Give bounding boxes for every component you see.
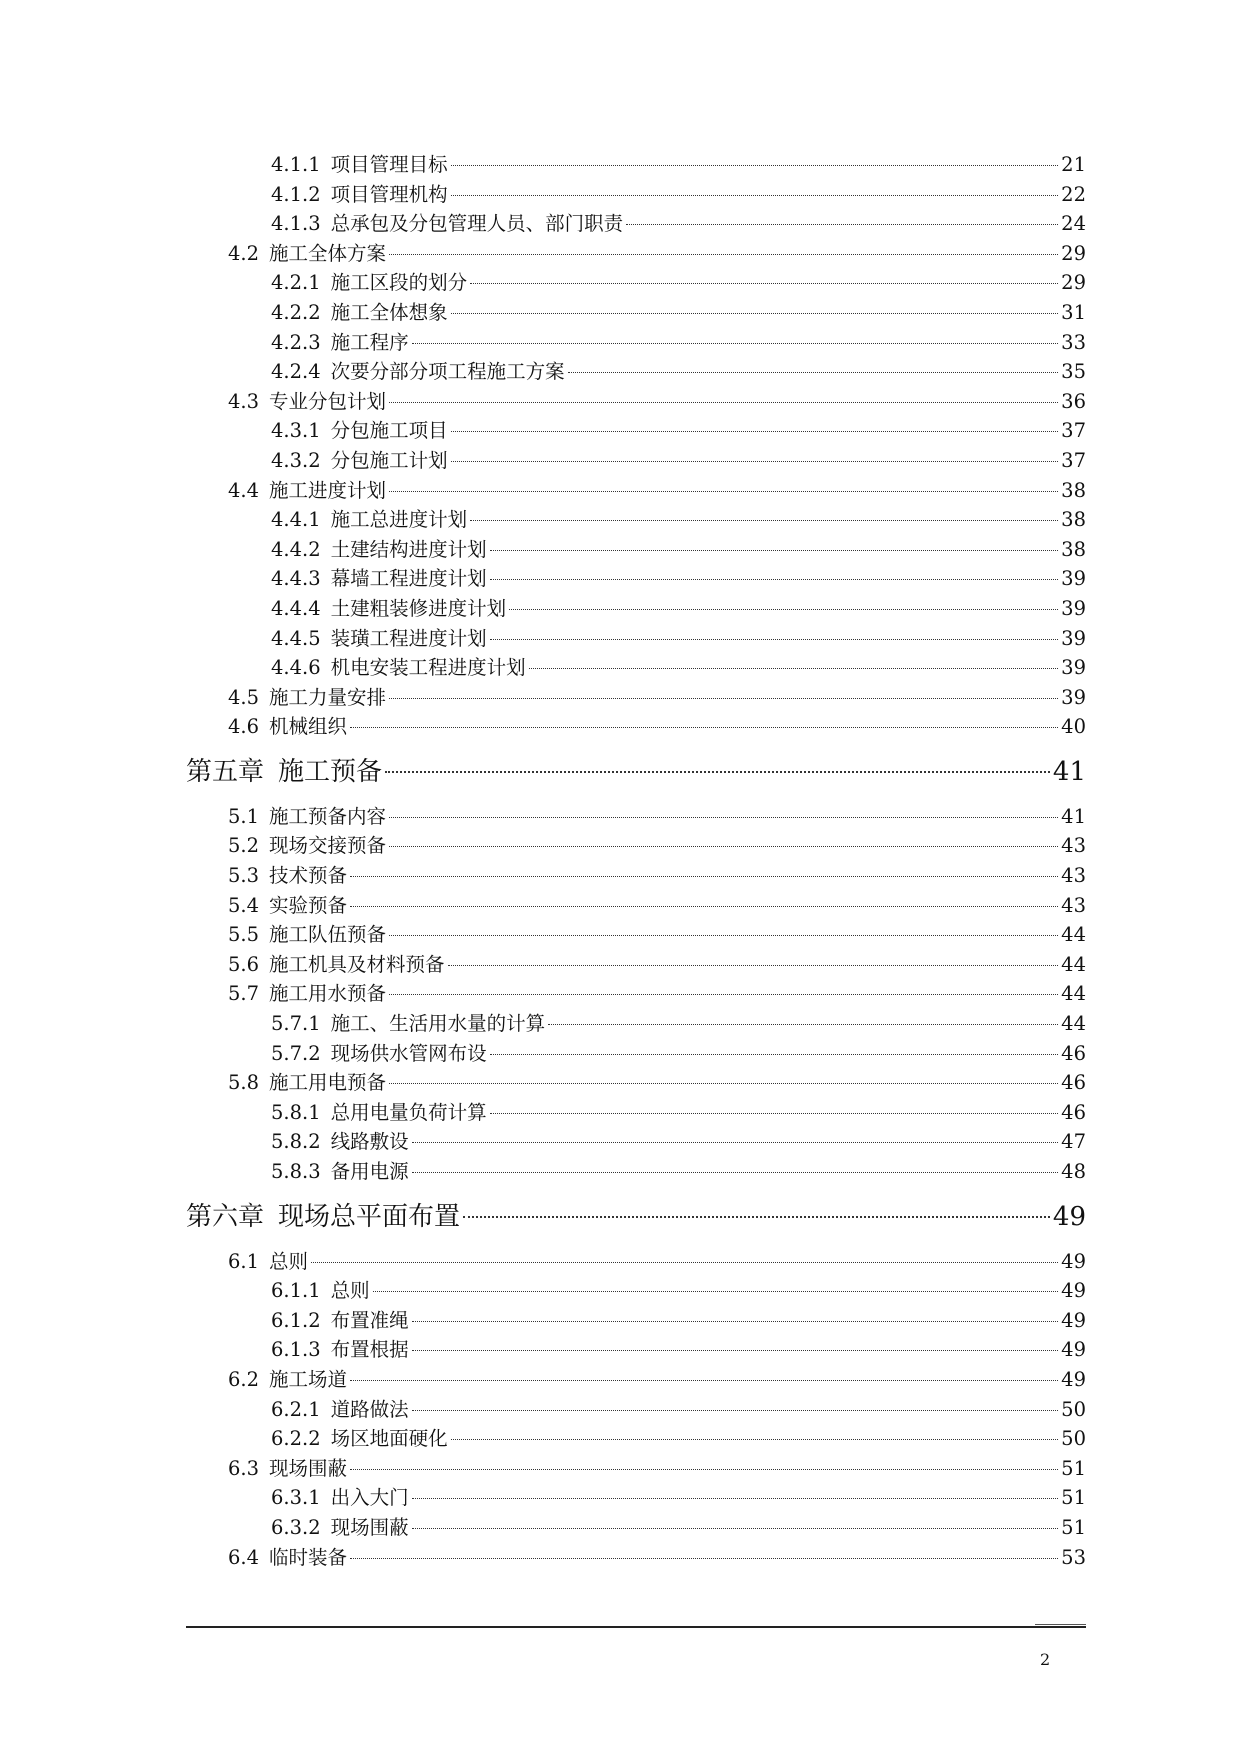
toc-entry-page: 48 (1061, 1160, 1086, 1183)
toc-dot-leader (389, 402, 1058, 403)
toc-entry-number: 6.3 (228, 1456, 260, 1480)
toc-entry-page: 49 (1061, 1279, 1086, 1303)
toc-entry-page: 50 (1061, 1397, 1086, 1421)
toc-entry-5-8-1[interactable] (186, 1098, 1086, 1128)
toc-entry-number: 5.7.1 (271, 1012, 321, 1036)
toc-entry-number: 4.1.2 (271, 182, 321, 206)
toc-entry-number: 4.2.1 (271, 271, 321, 295)
toc-entry-page: 49 (1061, 1249, 1086, 1273)
toc-entry-title: 布置准绳 (330, 1308, 409, 1332)
toc-entry-page: 49 (1061, 1367, 1086, 1391)
toc-entry-title: 次要分部分项工程施工方案 (330, 360, 565, 384)
toc-entry-title: 幕墙工程进度计划 (330, 567, 487, 591)
toc-entry-title: 现场围蔽 (269, 1456, 348, 1480)
toc-dot-leader (350, 1558, 1058, 1559)
toc-entry-4-2-1[interactable] (186, 268, 1086, 298)
toc-entry-6-1[interactable] (186, 1247, 1086, 1277)
toc-entry-page: 38 (1061, 508, 1086, 532)
toc-dot-leader (389, 994, 1058, 995)
toc-dot-leader (509, 609, 1058, 610)
toc-dot-leader (389, 698, 1058, 699)
toc-entry-number: 4.4 (228, 478, 260, 502)
toc-entry-5-7[interactable] (186, 979, 1086, 1009)
toc-entry-title: 施工用水预备 (269, 982, 387, 1006)
toc-entry-number: 4.4.5 (271, 626, 321, 650)
toc-dot-leader (389, 254, 1058, 255)
toc-entry-number: 4.2.2 (271, 300, 321, 324)
toc-entry-page: 38 (1061, 537, 1086, 561)
toc-entry-number: 5.3 (228, 864, 260, 888)
toc-entry-title: 施工总进度计划 (330, 508, 468, 532)
toc-dot-leader (451, 313, 1059, 314)
toc-dot-leader (451, 195, 1059, 196)
toc-entry-title: 土建结构进度计划 (330, 537, 487, 561)
toc-chapter-title: 现场总平面布置 (278, 1201, 461, 1232)
toc-entry-page: 22 (1061, 182, 1086, 206)
toc-entry-page: 51 (1061, 1515, 1086, 1539)
toc-entry-page: 39 (1061, 685, 1086, 709)
toc-chapter-number: 第六章 (186, 1201, 265, 1232)
toc-entry-title: 机械组织 (269, 715, 348, 739)
toc-entry-4-4-3[interactable] (186, 564, 1086, 594)
toc-entry-6-1-3[interactable] (186, 1335, 1086, 1365)
toc-entry-title: 装璜工程进度计划 (330, 626, 487, 650)
toc-entry-5-8-2[interactable] (186, 1127, 1086, 1157)
toc-entry-4-6[interactable] (186, 712, 1086, 742)
toc-entry-title: 项目管理目标 (330, 153, 448, 176)
toc-entry-page: 49 (1061, 1308, 1086, 1332)
toc-dot-leader (412, 1172, 1059, 1173)
toc-entry-title: 总用电量负荷计算 (330, 1100, 487, 1124)
toc-dot-leader (389, 846, 1058, 847)
toc-entry-page: 37 (1061, 419, 1086, 443)
toc-entry-title: 施工预备内容 (269, 804, 387, 828)
toc-entry-title: 道路做法 (330, 1397, 409, 1421)
toc-entry-title: 现场交接预备 (269, 834, 387, 858)
toc-entry-5-7-2[interactable] (186, 1039, 1086, 1069)
toc-entry-number: 4.5 (228, 685, 260, 709)
toc-entry-title: 布置根据 (330, 1338, 409, 1362)
toc-dot-leader (350, 906, 1058, 907)
toc-entry-4-2-2[interactable] (186, 298, 1086, 328)
toc-entry-number: 5.7 (228, 982, 260, 1006)
toc-entry-4-1-1[interactable] (186, 150, 1086, 180)
toc-dot-leader (412, 343, 1059, 344)
toc-dot-leader (529, 668, 1059, 669)
toc-chapter-5[interactable] (186, 750, 1086, 794)
toc-entry-title: 实验预备 (269, 893, 348, 917)
toc-entry-number: 4.1.1 (271, 153, 321, 176)
toc-entry-page: 49 (1061, 1338, 1086, 1362)
toc-entry-page: 43 (1061, 834, 1086, 858)
toc-entry-page: 39 (1061, 626, 1086, 650)
toc-entry-title: 线路敷设 (330, 1130, 409, 1154)
toc-entry-title: 场区地面硬化 (330, 1427, 448, 1451)
toc-dot-leader (548, 1024, 1058, 1025)
footer-rule-accent (1035, 1624, 1086, 1625)
toc-entry-number: 5.5 (228, 923, 260, 947)
toc-dot-leader (568, 372, 1059, 373)
toc-entry-title: 项目管理机构 (330, 182, 448, 206)
toc-dot-leader (412, 1498, 1059, 1499)
toc-entry-number: 4.4.4 (271, 596, 321, 620)
toc-entry-6-1-1[interactable] (186, 1276, 1086, 1306)
toc-entry-number: 6.2 (228, 1367, 260, 1391)
toc-entry-6-1-2[interactable] (186, 1306, 1086, 1336)
toc-dot-leader (389, 935, 1058, 936)
toc-entry-number: 5.1 (228, 804, 260, 828)
toc-entry-6-4[interactable] (186, 1543, 1086, 1573)
toc-entry-number: 4.4.1 (271, 508, 321, 532)
toc-entry-6-2-1[interactable] (186, 1395, 1086, 1425)
toc-entry-number: 4.4.3 (271, 567, 321, 591)
toc-entry-5-8[interactable] (186, 1068, 1086, 1098)
toc-entry-6-3-1[interactable] (186, 1483, 1086, 1513)
toc-entry-page: 39 (1061, 567, 1086, 591)
toc-entry-title: 施工机具及材料预备 (269, 952, 445, 976)
toc-entry-title: 施工用电预备 (269, 1071, 387, 1095)
toc-entry-page: 39 (1061, 596, 1086, 620)
toc-entry-5-4[interactable] (186, 891, 1086, 921)
toc-entry-title: 总承包及分包管理人员、部门职责 (330, 212, 624, 236)
toc-entry-title: 施工区段的划分 (330, 271, 468, 295)
toc-entry-page: 41 (1061, 804, 1086, 828)
toc-entry-page: 47 (1061, 1130, 1086, 1154)
toc-dot-leader (470, 520, 1058, 521)
toc-entry-6-2-2[interactable] (186, 1424, 1086, 1454)
toc-entry-page: 44 (1061, 952, 1086, 976)
page-number: 2 (1040, 1650, 1051, 1669)
toc-entry-page: 38 (1061, 478, 1086, 502)
toc-entry-4-4-6[interactable] (186, 653, 1086, 683)
toc-entry-4-5[interactable] (186, 683, 1086, 713)
toc-entry-page: 46 (1061, 1071, 1086, 1095)
toc-entry-number: 4.3.2 (271, 448, 321, 472)
toc-entry-4-3[interactable] (186, 387, 1086, 417)
toc-entry-title: 技术预备 (269, 864, 348, 888)
toc-entry-number: 4.3.1 (271, 419, 321, 443)
toc-dot-leader (626, 224, 1058, 225)
toc-entry-page: 35 (1061, 360, 1086, 384)
toc-entry-page: 43 (1061, 893, 1086, 917)
toc-entry-title: 施工进度计划 (269, 478, 387, 502)
toc-entry-page: 50 (1061, 1427, 1086, 1451)
toc-chapter-number: 第五章 (186, 756, 265, 787)
toc-dot-leader (350, 876, 1058, 877)
toc-entry-page: 39 (1061, 656, 1086, 680)
toc-entry-number: 6.3.2 (271, 1515, 321, 1539)
toc-entry-5-6[interactable] (186, 950, 1086, 980)
toc-dot-leader (490, 550, 1059, 551)
toc-entry-number: 5.7.2 (271, 1041, 321, 1065)
toc-entry-number: 4.6 (228, 715, 260, 739)
toc-dot-leader (412, 1350, 1059, 1351)
toc-entry-title: 总则 (269, 1249, 309, 1273)
toc-dot-leader (470, 283, 1058, 284)
toc-entry-title: 分包施工计划 (330, 448, 448, 472)
toc-entry-page: 44 (1061, 1012, 1086, 1036)
toc-dot-leader (463, 1216, 1050, 1218)
toc-entry-number: 6.4 (228, 1545, 260, 1569)
toc-entry-page: 29 (1061, 241, 1086, 265)
toc-entry-number: 6.2.2 (271, 1427, 321, 1451)
toc-entry-6-3-2[interactable] (186, 1513, 1086, 1543)
toc-dot-leader (350, 727, 1058, 728)
toc-entry-5-1[interactable] (186, 802, 1086, 832)
toc-entry-title: 现场围蔽 (330, 1515, 409, 1539)
toc-entry-4-1-2[interactable] (186, 180, 1086, 210)
toc-entry-title: 现场供水管网布设 (330, 1041, 487, 1065)
toc-entry-page: 40 (1061, 715, 1086, 739)
toc-entry-title: 施工、生活用水量的计算 (330, 1012, 546, 1036)
toc-entry-page: 31 (1061, 300, 1086, 324)
toc-entry-4-4-1[interactable] (186, 505, 1086, 535)
toc-dot-leader (389, 817, 1058, 818)
toc-entry-number: 4.4.6 (271, 656, 321, 680)
toc-entry-title: 施工力量安排 (269, 685, 387, 709)
toc-entry-6-2[interactable] (186, 1365, 1086, 1395)
toc-entry-number: 6.1.1 (271, 1279, 321, 1303)
toc-entry-number: 5.6 (228, 952, 260, 976)
toc-entry-5-5[interactable] (186, 920, 1086, 950)
toc-entry-title: 土建粗装修进度计划 (330, 596, 507, 620)
toc-dot-leader (412, 1528, 1059, 1529)
toc-entry-number: 5.2 (228, 834, 260, 858)
toc-dot-leader (350, 1469, 1058, 1470)
toc-entry-number: 6.2.1 (271, 1397, 321, 1421)
toc-entry-title: 出入大门 (330, 1486, 409, 1510)
toc-entry-page: 53 (1061, 1545, 1086, 1569)
toc-dot-leader (451, 431, 1059, 432)
toc-entry-number: 6.1.3 (271, 1338, 321, 1362)
toc-entry-number: 6.3.1 (271, 1486, 321, 1510)
toc-chapter-title: 施工预备 (278, 756, 383, 787)
toc-entry-page: 33 (1061, 330, 1086, 354)
toc-dot-leader (385, 771, 1050, 773)
toc-dot-leader (389, 491, 1058, 492)
toc-entry-4-2-4[interactable] (186, 357, 1086, 387)
toc-dot-leader (311, 1262, 1058, 1263)
toc-entry-title: 施工场道 (269, 1367, 348, 1391)
toc-entry-5-3[interactable] (186, 861, 1086, 891)
toc-entry-4-3-1[interactable] (186, 416, 1086, 446)
toc-dot-leader (389, 1083, 1058, 1084)
toc-entry-page: 37 (1061, 448, 1086, 472)
toc-dot-leader (350, 1380, 1058, 1381)
toc-entry-number: 5.8.1 (271, 1100, 321, 1124)
toc-entry-title: 专业分包计划 (269, 389, 387, 413)
toc-chapter-page: 41 (1052, 756, 1086, 787)
toc-entry-page: 43 (1061, 864, 1086, 888)
toc-dot-leader (373, 1291, 1059, 1292)
toc-entry-5-2[interactable] (186, 831, 1086, 861)
toc-entry-6-3[interactable] (186, 1454, 1086, 1484)
toc-entry-4-3-2[interactable] (186, 446, 1086, 476)
toc-entry-title: 施工全体想象 (330, 300, 448, 324)
toc-entry-page: 46 (1061, 1100, 1086, 1124)
toc-entry-title: 分包施工项目 (330, 419, 448, 443)
toc-dot-leader (412, 1410, 1059, 1411)
toc-dot-leader (412, 1321, 1059, 1322)
toc-entry-title: 机电安装工程进度计划 (330, 656, 526, 680)
toc-entry-number: 6.1 (228, 1249, 260, 1273)
toc-entry-page: 21 (1061, 153, 1086, 176)
toc-entry-number: 5.8.2 (271, 1130, 321, 1154)
toc-entry-page: 44 (1061, 923, 1086, 947)
toc-dot-leader (451, 1439, 1059, 1440)
toc-chapter-6[interactable] (186, 1195, 1086, 1239)
table-of-contents (186, 150, 1086, 1572)
toc-entry-4-2[interactable] (186, 239, 1086, 269)
toc-entry-number: 4.2 (228, 241, 260, 265)
toc-entry-title: 施工全体方案 (269, 241, 387, 265)
toc-entry-4-1-3[interactable] (186, 209, 1086, 239)
toc-entry-4-4[interactable] (186, 476, 1086, 506)
toc-entry-title: 总则 (330, 1279, 370, 1303)
toc-entry-number: 5.4 (228, 893, 260, 917)
toc-entry-number: 4.3 (228, 389, 260, 413)
toc-dot-leader (451, 461, 1059, 462)
toc-entry-page: 51 (1061, 1456, 1086, 1480)
footer-rule (186, 1626, 1086, 1628)
toc-entry-title: 施工程序 (330, 330, 409, 354)
toc-entry-title: 临时装备 (269, 1545, 348, 1569)
toc-dot-leader (451, 165, 1059, 166)
toc-entry-5-8-3[interactable] (186, 1157, 1086, 1187)
toc-entry-page: 36 (1061, 389, 1086, 413)
toc-entry-page: 51 (1061, 1486, 1086, 1510)
toc-entry-number: 5.8 (228, 1071, 260, 1095)
toc-entry-number: 4.2.4 (271, 360, 321, 384)
toc-entry-number: 4.1.3 (271, 212, 321, 236)
toc-entry-title: 备用电源 (330, 1160, 409, 1183)
toc-dot-leader (490, 639, 1059, 640)
toc-entry-4-4-2[interactable] (186, 535, 1086, 565)
toc-entry-number: 6.1.2 (271, 1308, 321, 1332)
toc-entry-page: 24 (1061, 212, 1086, 236)
toc-entry-page: 29 (1061, 271, 1086, 295)
toc-entry-number: 4.4.2 (271, 537, 321, 561)
toc-entry-title: 施工队伍预备 (269, 923, 387, 947)
toc-dot-leader (448, 965, 1059, 966)
toc-entry-4-4-5[interactable] (186, 624, 1086, 654)
toc-entry-number: 5.8.3 (271, 1160, 321, 1183)
toc-entry-page: 44 (1061, 982, 1086, 1006)
toc-dot-leader (490, 579, 1059, 580)
toc-dot-leader (490, 1054, 1059, 1055)
toc-entry-page: 46 (1061, 1041, 1086, 1065)
toc-chapter-page: 49 (1052, 1201, 1086, 1232)
toc-dot-leader (490, 1113, 1059, 1114)
toc-entry-4-2-3[interactable] (186, 328, 1086, 358)
toc-entry-5-7-1[interactable] (186, 1009, 1086, 1039)
toc-entry-number: 4.2.3 (271, 330, 321, 354)
toc-dot-leader (412, 1142, 1059, 1143)
toc-entry-4-4-4[interactable] (186, 594, 1086, 624)
